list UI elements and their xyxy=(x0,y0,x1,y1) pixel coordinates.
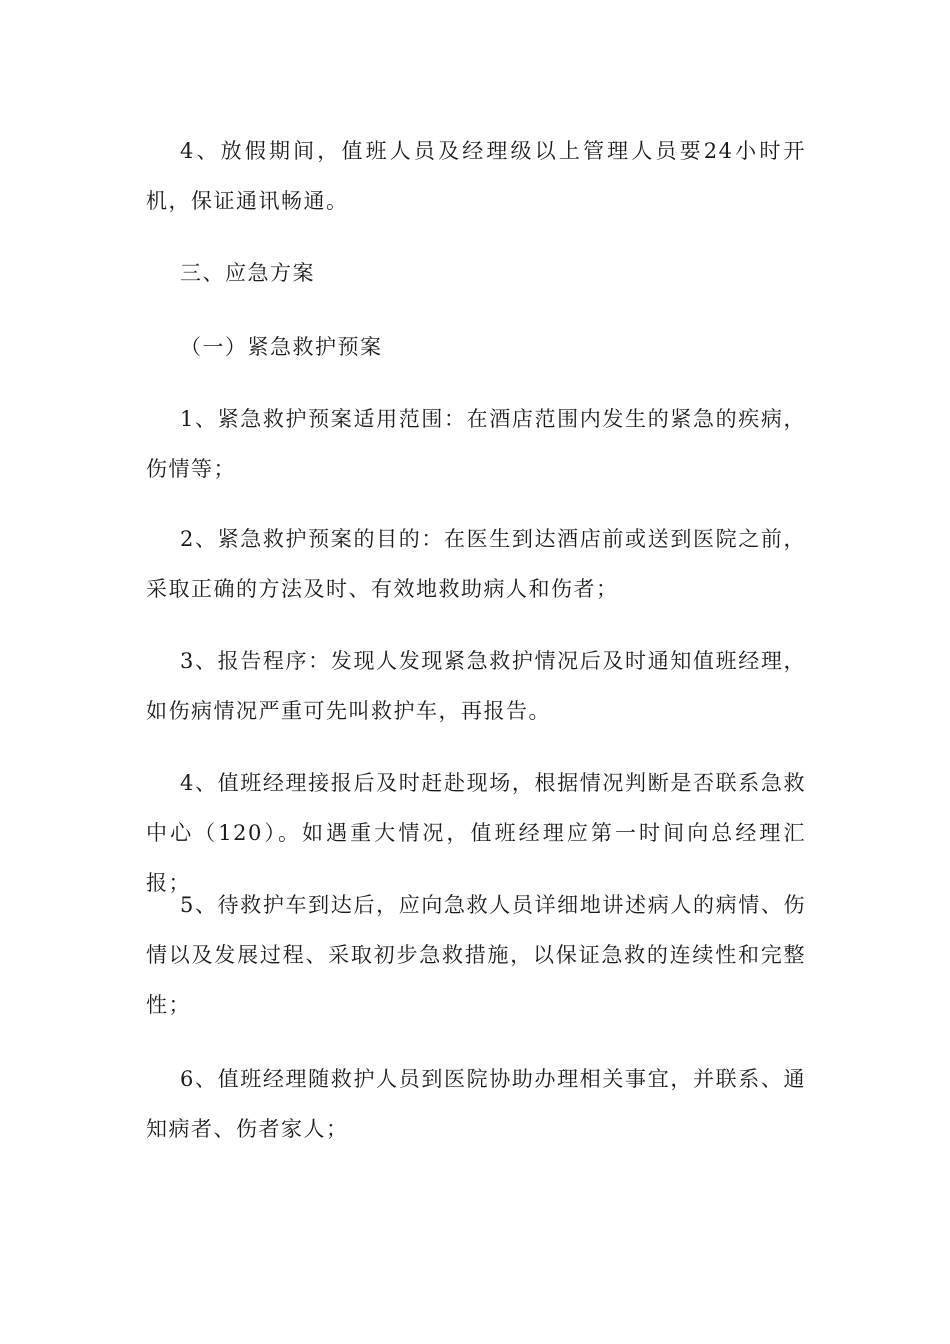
paragraph-hospital-accompany: 6、值班经理随救护人员到医院协助办理相关事宜，并联系、通知病者、伤者家人； xyxy=(146,1067,806,1141)
paragraph-duty-manager: 4、值班经理接报后及时赶赴现场，根据情况判断是否联系急救中心（120）。如遇重大情况，值班经理应第一时间向总经理汇报； xyxy=(146,771,806,895)
paragraph-ambulance-arrival: 5、待救护车到达后，应向急救人员详细地讲述病人的病情、伤情以及发展过程、采取初步急救措施，以保证急救的连续性和完整性； xyxy=(146,893,806,1017)
paragraph-scope: 1、紧急救护预案适用范围：在酒店范围内发生的紧急的疾病，伤情等； xyxy=(146,407,806,481)
section-heading-emergency-plan: 三、应急方案 xyxy=(180,261,315,285)
subsection-heading-first-aid: （一）紧急救护预案 xyxy=(180,335,383,359)
paragraph-holiday-phone: 4、放假期间，值班人员及经理级以上管理人员要24小时开机，保证通讯畅通。 xyxy=(146,139,806,213)
paragraph-report-procedure: 3、报告程序：发现人发现紧急救护情况后及时通知值班经理，如伤病情况严重可先叫救护车，再报告。 xyxy=(146,649,806,723)
paragraph-purpose: 2、紧急救护预案的目的：在医生到达酒店前或送到医院之前，采取正确的方法及时、有效地救助病人和伤者； xyxy=(146,527,806,601)
